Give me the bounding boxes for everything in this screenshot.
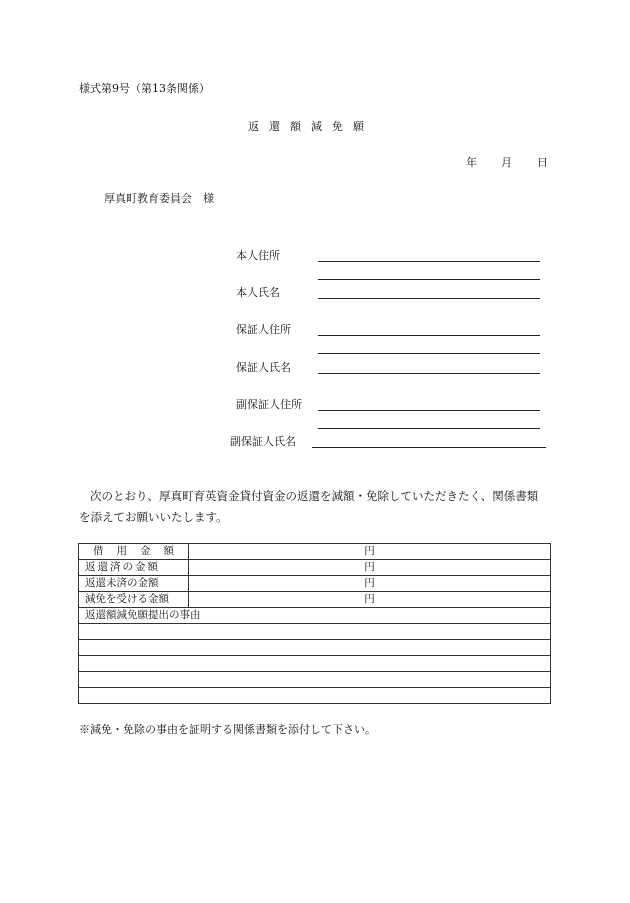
date-month: 月 bbox=[501, 156, 512, 169]
table-row bbox=[79, 624, 551, 640]
sub-guarantor-name-label: 副保証人氏名 bbox=[230, 435, 296, 448]
applicant-address-label: 本人住所 bbox=[236, 249, 280, 262]
date-year: 年 bbox=[466, 156, 477, 169]
guarantor-address-line-1[interactable] bbox=[318, 335, 540, 336]
unpaid-amount-value[interactable] bbox=[189, 576, 551, 592]
addressee: 厚真町教育委員会 様 bbox=[104, 192, 214, 205]
table-row bbox=[79, 592, 551, 608]
guarantor-address-line-2[interactable] bbox=[318, 353, 540, 354]
unpaid-amount-label: 返還未済の金額 bbox=[79, 576, 189, 592]
document-title: 返還額減免願 bbox=[248, 120, 374, 133]
table-row bbox=[79, 560, 551, 576]
reduction-table bbox=[78, 543, 551, 704]
guarantor-address-label: 保証人住所 bbox=[236, 323, 291, 336]
guarantor-name-line[interactable] bbox=[318, 373, 540, 374]
applicant-address-line-1[interactable] bbox=[318, 261, 540, 262]
reason-line-4[interactable] bbox=[79, 672, 551, 688]
date-day: 日 bbox=[537, 156, 548, 169]
reason-line-3[interactable] bbox=[79, 656, 551, 672]
body-text-line-1: 次のとおり、厚真町育英資金貸付資金の返還を減額・免除していただきたく、関係書類 bbox=[90, 489, 539, 503]
applicant-name-label: 本人氏名 bbox=[236, 286, 280, 299]
footnote: ※減免・免除の事由を証明する関係書類を添付して下さい。 bbox=[79, 723, 376, 736]
sub-guarantor-address-line-1[interactable] bbox=[318, 410, 540, 411]
reason-line-5[interactable] bbox=[79, 688, 551, 704]
reduction-amount-label: 減免を受ける金額 bbox=[79, 592, 189, 608]
table-row bbox=[79, 672, 551, 688]
loan-amount-value[interactable] bbox=[189, 544, 551, 560]
applicant-address-line-2[interactable] bbox=[318, 279, 540, 280]
yen-unit: 円 bbox=[364, 561, 375, 573]
sub-guarantor-name-line[interactable] bbox=[312, 447, 546, 448]
table-row bbox=[79, 688, 551, 704]
reason-line-2[interactable] bbox=[79, 640, 551, 656]
repaid-amount-label: 返還済の金額 bbox=[79, 560, 189, 576]
table-row bbox=[79, 544, 551, 560]
sub-guarantor-address-label: 副保証人住所 bbox=[236, 398, 302, 411]
yen-unit: 円 bbox=[364, 593, 375, 605]
reason-line-1[interactable] bbox=[79, 624, 551, 640]
loan-amount-label: 借 用 金 額 bbox=[79, 544, 189, 560]
yen-unit: 円 bbox=[364, 577, 375, 589]
table-row bbox=[79, 656, 551, 672]
form-number: 様式第9号（第13条関係） bbox=[79, 82, 210, 95]
applicant-name-line[interactable] bbox=[318, 298, 540, 299]
body-text-line-2: を添えてお願いいたします。 bbox=[79, 510, 228, 524]
table-row bbox=[79, 608, 551, 624]
repaid-amount-value[interactable] bbox=[189, 560, 551, 576]
reduction-amount-value[interactable] bbox=[189, 592, 551, 608]
yen-unit: 円 bbox=[364, 545, 375, 557]
reason-header: 返還額減免願提出の事由 bbox=[79, 608, 551, 624]
sub-guarantor-address-line-2[interactable] bbox=[318, 428, 540, 429]
table-row bbox=[79, 576, 551, 592]
guarantor-name-label: 保証人氏名 bbox=[236, 361, 291, 374]
table-row bbox=[79, 640, 551, 656]
